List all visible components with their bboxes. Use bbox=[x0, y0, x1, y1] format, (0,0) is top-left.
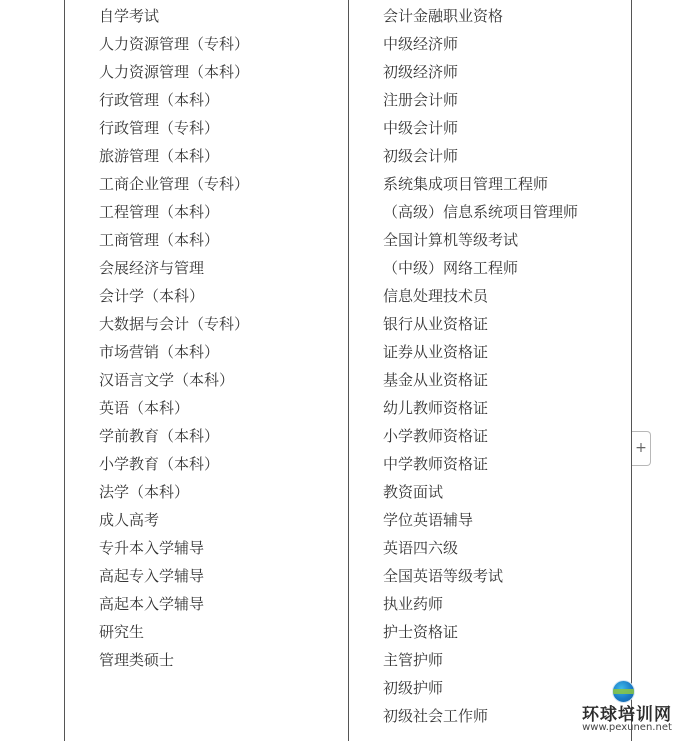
list-item bbox=[383, 534, 578, 562]
list-item bbox=[99, 170, 249, 198]
list-item bbox=[99, 366, 249, 394]
right-course-list bbox=[383, 2, 578, 730]
list-item bbox=[99, 478, 249, 506]
list-item bbox=[383, 422, 578, 450]
list-item bbox=[99, 534, 249, 562]
course-link[interactable]: 中级经济师 bbox=[383, 35, 459, 53]
course-link[interactable]: 高起本入学辅导 bbox=[99, 595, 205, 613]
list-item bbox=[383, 394, 578, 422]
list-item bbox=[383, 58, 578, 86]
list-item bbox=[383, 702, 578, 730]
course-link[interactable]: 行政管理（本科） bbox=[99, 91, 220, 109]
list-item bbox=[99, 282, 249, 310]
list-item bbox=[99, 114, 249, 142]
list-item bbox=[99, 422, 249, 450]
right-border-line bbox=[631, 0, 632, 741]
course-link[interactable]: 会计学（本科） bbox=[99, 287, 205, 305]
list-item bbox=[99, 618, 249, 646]
course-link[interactable]: 中级会计师 bbox=[383, 119, 459, 137]
course-link[interactable]: 研究生 bbox=[99, 623, 145, 641]
course-link[interactable]: 自学考试 bbox=[99, 7, 160, 25]
course-link[interactable]: 工程管理（本科） bbox=[99, 203, 220, 221]
list-item bbox=[383, 338, 578, 366]
course-link[interactable]: 汉语言文学（本科） bbox=[99, 371, 235, 389]
list-item bbox=[383, 562, 578, 590]
list-item bbox=[99, 226, 249, 254]
course-link[interactable]: 英语（本科） bbox=[99, 399, 190, 417]
course-link[interactable]: 学位英语辅导 bbox=[383, 511, 474, 529]
expand-button[interactable]: + bbox=[632, 431, 651, 466]
course-link[interactable]: 初级经济师 bbox=[383, 63, 459, 81]
list-item bbox=[99, 30, 249, 58]
watermark-url: www.pexunen.net bbox=[582, 722, 672, 733]
course-link[interactable]: 执业药师 bbox=[383, 595, 444, 613]
list-item bbox=[99, 450, 249, 478]
list-item bbox=[99, 142, 249, 170]
course-link[interactable]: 人力资源管理（专科） bbox=[99, 35, 250, 53]
list-item bbox=[383, 2, 578, 30]
list-item bbox=[99, 646, 249, 674]
list-item bbox=[99, 310, 249, 338]
list-item bbox=[99, 590, 249, 618]
list-item bbox=[383, 310, 578, 338]
course-link[interactable]: 成人高考 bbox=[99, 511, 160, 529]
list-item bbox=[99, 86, 249, 114]
list-item bbox=[99, 254, 249, 282]
course-link[interactable]: 系统集成项目管理工程师 bbox=[383, 175, 549, 193]
course-link[interactable]: 专升本入学辅导 bbox=[99, 539, 205, 557]
list-item bbox=[383, 478, 578, 506]
list-item bbox=[99, 198, 249, 226]
course-link[interactable]: 工商企业管理（专科） bbox=[99, 175, 250, 193]
list-item bbox=[383, 450, 578, 478]
list-item bbox=[383, 590, 578, 618]
list-item bbox=[383, 506, 578, 534]
column-divider-line bbox=[348, 0, 349, 741]
list-item bbox=[99, 2, 249, 30]
course-link[interactable]: 会计金融职业资格 bbox=[383, 7, 504, 25]
watermark-title: 环球培训网 bbox=[582, 705, 672, 725]
course-link[interactable]: 教资面试 bbox=[383, 483, 444, 501]
list-item bbox=[99, 58, 249, 86]
course-link[interactable]: 初级护师 bbox=[383, 679, 444, 697]
course-link[interactable]: 学前教育（本科） bbox=[99, 427, 220, 445]
list-item bbox=[383, 30, 578, 58]
list-item bbox=[383, 254, 578, 282]
course-link[interactable]: （高级）信息系统项目管理师 bbox=[383, 203, 579, 221]
course-link[interactable]: 护士资格证 bbox=[383, 623, 459, 641]
course-link[interactable]: 小学教师资格证 bbox=[383, 427, 489, 445]
list-item bbox=[99, 394, 249, 422]
course-link[interactable]: 法学（本科） bbox=[99, 483, 190, 501]
course-link[interactable]: 会展经济与管理 bbox=[99, 259, 205, 277]
list-item bbox=[383, 142, 578, 170]
course-link[interactable]: 注册会计师 bbox=[383, 91, 459, 109]
list-item bbox=[383, 198, 578, 226]
course-link[interactable]: 全国计算机等级考试 bbox=[383, 231, 519, 249]
course-link[interactable]: 基金从业资格证 bbox=[383, 371, 489, 389]
course-link[interactable]: 人力资源管理（本科） bbox=[99, 63, 250, 81]
course-link[interactable]: 市场营销（本科） bbox=[99, 343, 220, 361]
list-item bbox=[99, 506, 249, 534]
course-link[interactable]: 旅游管理（本科） bbox=[99, 147, 220, 165]
list-item bbox=[99, 338, 249, 366]
course-link[interactable]: 行政管理（专科） bbox=[99, 119, 220, 137]
list-item bbox=[383, 674, 578, 702]
left-border-line bbox=[64, 0, 65, 741]
left-course-list bbox=[99, 2, 249, 674]
course-link[interactable]: 证券从业资格证 bbox=[383, 343, 489, 361]
course-link[interactable]: 小学教育（本科） bbox=[99, 455, 220, 473]
site-watermark bbox=[577, 680, 677, 741]
list-item bbox=[383, 366, 578, 394]
list-item bbox=[383, 226, 578, 254]
list-item bbox=[383, 170, 578, 198]
course-link[interactable]: 全国英语等级考试 bbox=[383, 567, 504, 585]
course-link[interactable]: 信息处理技术员 bbox=[383, 287, 489, 305]
course-link[interactable]: 幼儿教师资格证 bbox=[383, 399, 489, 417]
course-link[interactable]: （中级）网络工程师 bbox=[383, 259, 519, 277]
list-item bbox=[383, 282, 578, 310]
course-link[interactable]: 初级会计师 bbox=[383, 147, 459, 165]
course-link[interactable]: 初级社会工作师 bbox=[383, 707, 489, 725]
course-link[interactable]: 中学教师资格证 bbox=[383, 455, 489, 473]
course-link[interactable]: 英语四六级 bbox=[383, 539, 459, 557]
course-link[interactable]: 管理类硕士 bbox=[99, 651, 175, 669]
list-item bbox=[383, 86, 578, 114]
list-item bbox=[383, 618, 578, 646]
list-item bbox=[383, 114, 578, 142]
course-link[interactable]: 大数据与会计（专科） bbox=[99, 315, 250, 333]
course-link[interactable]: 银行从业资格证 bbox=[383, 315, 489, 333]
course-link[interactable]: 工商管理（本科） bbox=[99, 231, 220, 249]
list-item bbox=[383, 646, 578, 674]
list-item bbox=[99, 562, 249, 590]
course-link[interactable]: 主管护师 bbox=[383, 651, 444, 669]
course-link[interactable]: 高起专入学辅导 bbox=[99, 567, 205, 585]
